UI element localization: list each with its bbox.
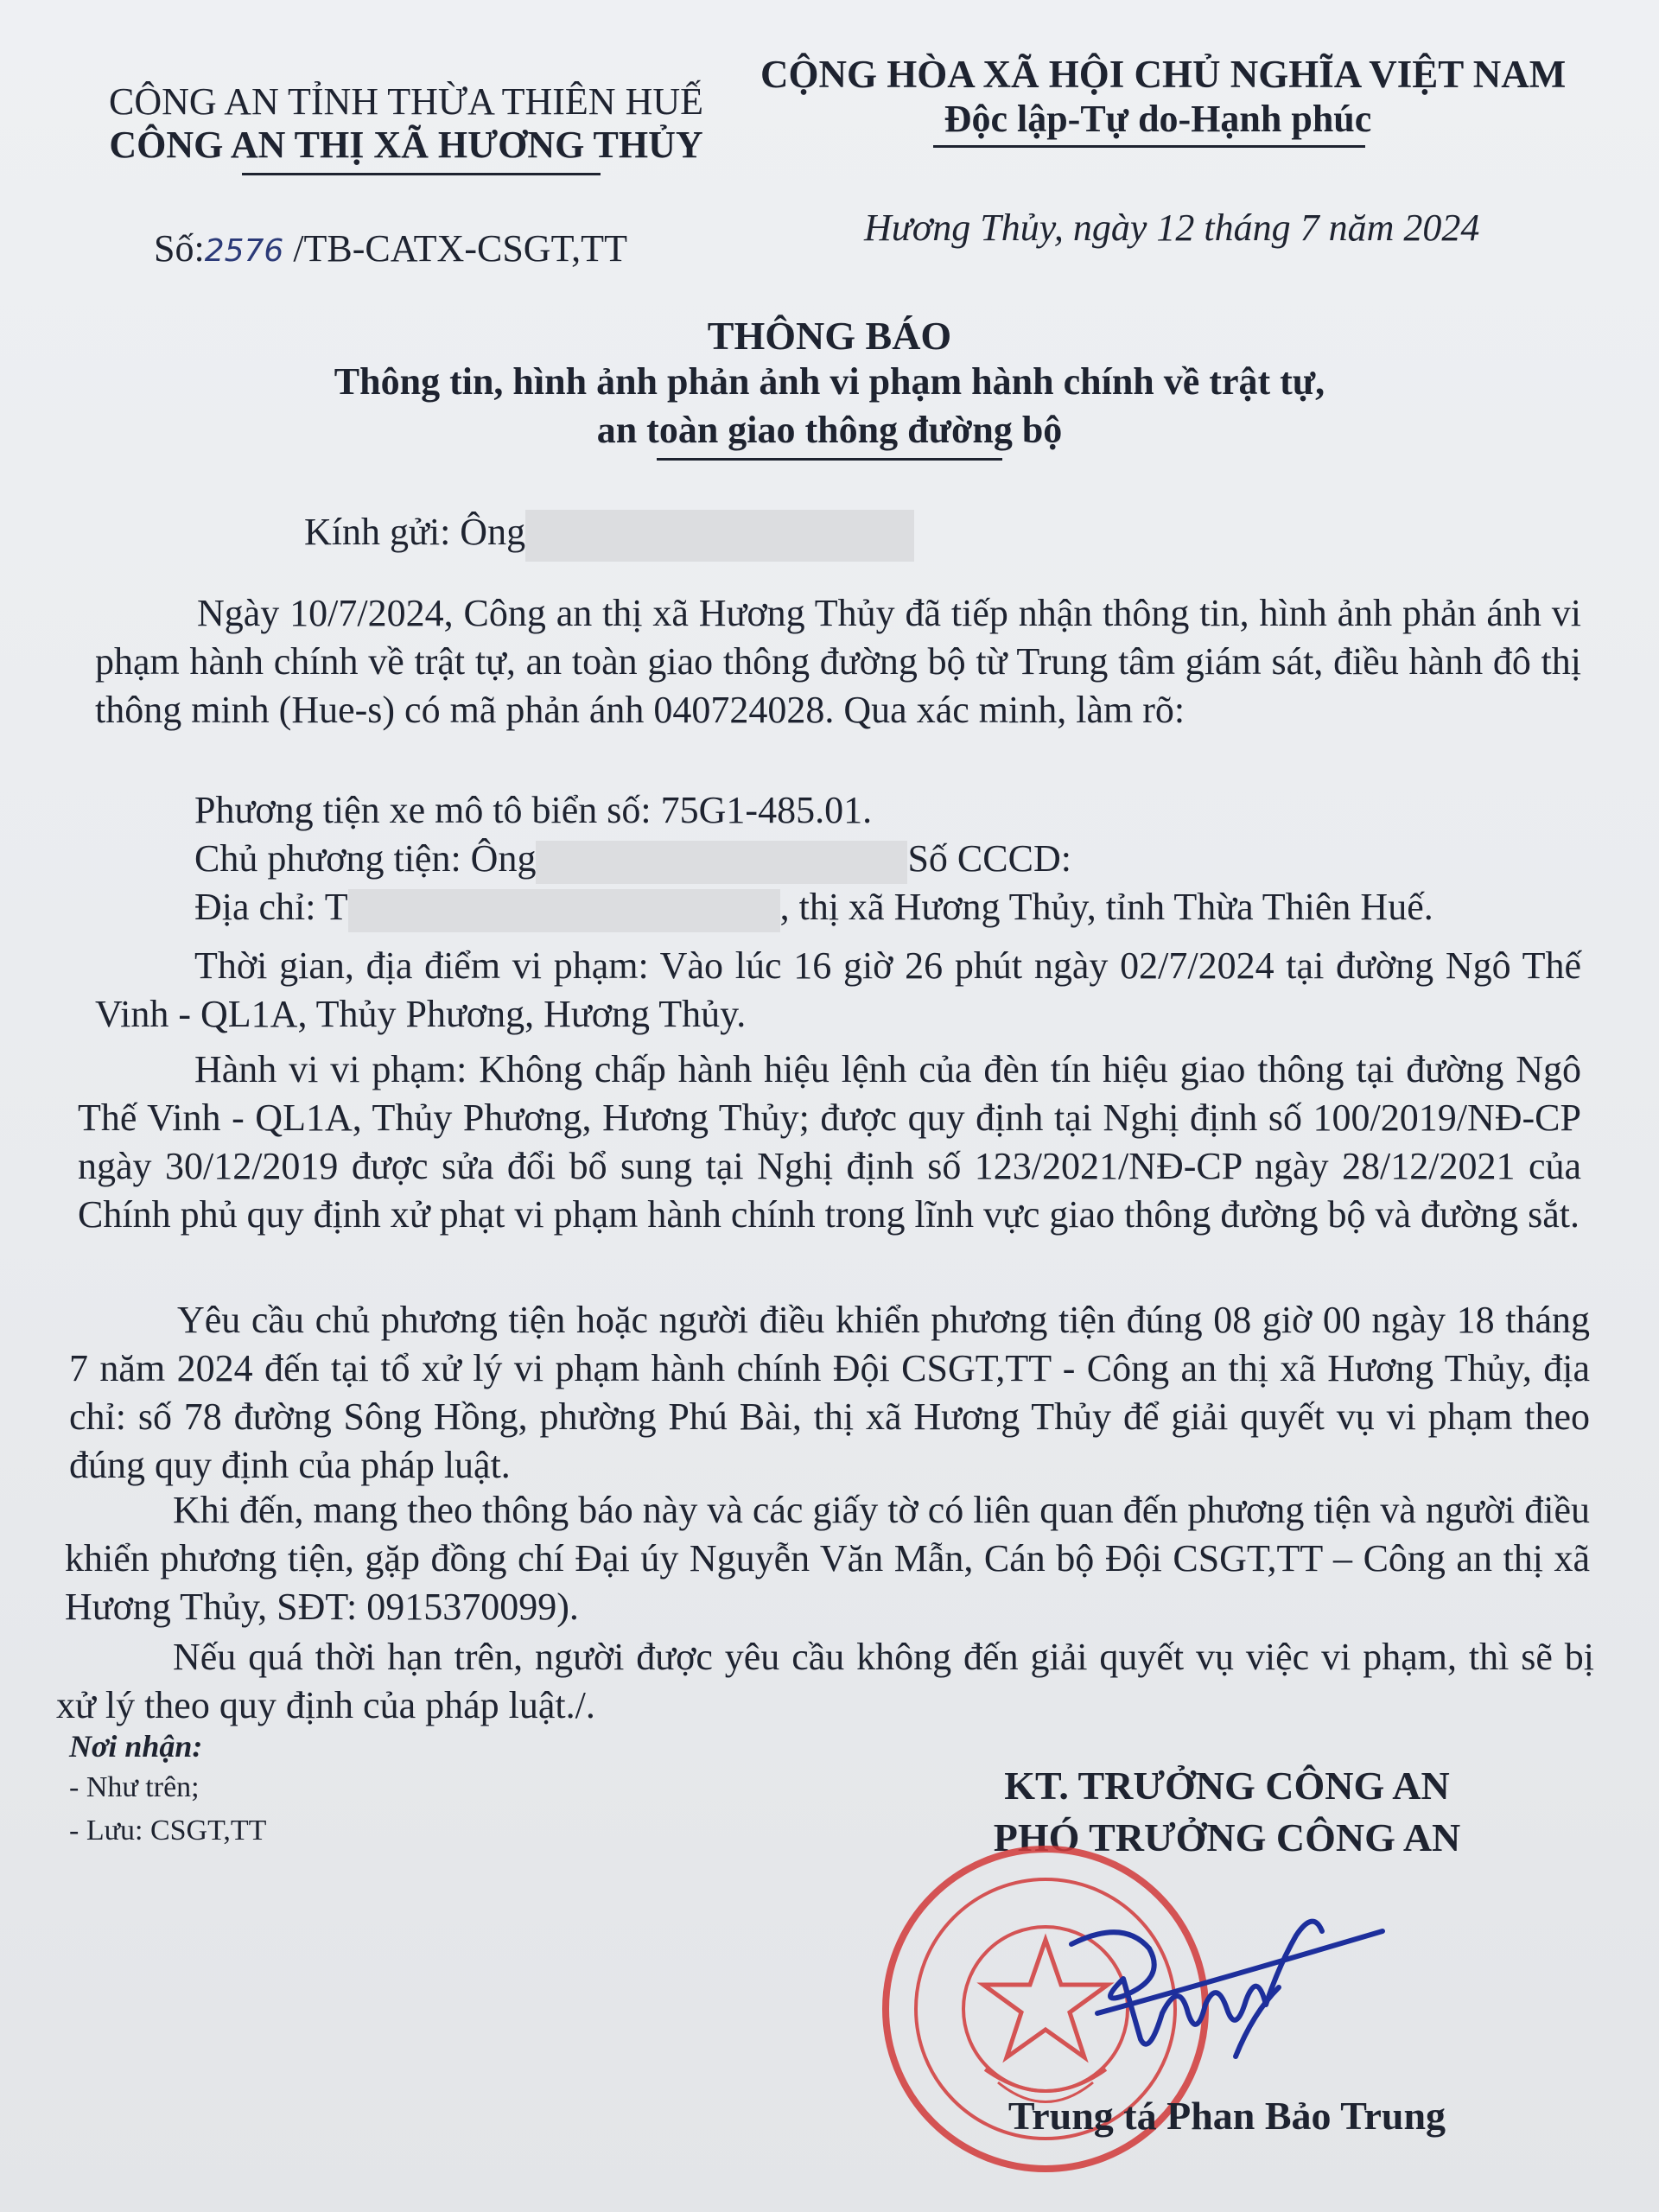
doc-title: THÔNG BÁO xyxy=(707,314,952,358)
recipient-item: - Như trên; xyxy=(69,1771,200,1803)
addressee xyxy=(304,508,914,562)
number-suffix: /TB-CATX-CSGT,TT xyxy=(293,227,627,270)
owner-line xyxy=(194,835,1071,884)
agency-underline xyxy=(242,173,601,175)
paragraph-deadline: Nếu quá thời hạn trên, người được yêu cầu không đến giải quyết vụ việc vi phạm, thì sẽ bị xử lý theo quy định của pháp luật./. xyxy=(56,1636,1594,1726)
agency-name: CÔNG AN THỊ XÃ HƯƠNG THỦY xyxy=(109,124,703,166)
document-number xyxy=(154,226,627,270)
doc-subtitle-1: Thông tin, hình ảnh phản ảnh vi phạm hành chính về trật tự, xyxy=(334,360,1325,403)
recipient-item: - Lưu: CSGT,TT xyxy=(69,1815,267,1847)
paragraph-time-place: Thời gian, địa điểm vi phạm: Vào lúc 16 giờ 26 phút ngày 02/7/2024 tại đường Ngô Thế Vinh - QL1A, Thủy Phương, Hương Thủy. xyxy=(95,944,1581,1035)
place-date: Hương Thủy, ngày 12 tháng 7 năm 2024 xyxy=(864,207,1480,249)
address-line xyxy=(194,883,1433,932)
paragraph-violation: Hành vi vi phạm: Không chấp hành hiệu lệnh của đèn tín hiệu giao thông tại đường Ngô Thế Vinh - QL1A, Thủy Phương, Hương Thủy; được quy định tại Nghị định số 100/2019/NĐ-CP ngày 30/12/2019 được sửa đổi bổ sung tại Nghị định số 123/2021/NĐ-CP ngày 28/12/2021 của Chính phủ quy định xử phạt vi phạm hành chính trong lĩnh vực giao thông đường bộ và đường sắt. xyxy=(78,1048,1581,1236)
address-tail: , thị xã Hương Thủy, tỉnh Thừa Thiên Huế. xyxy=(779,886,1433,928)
agency-parent: CÔNG AN TỈNH THỪA THIÊN HUẾ xyxy=(108,80,703,123)
redacted-name xyxy=(525,510,914,562)
handwritten-signature xyxy=(1020,1884,1400,2091)
nation-title: CỘNG HÒA XÃ HỘI CHỦ NGHĨA VIỆT NAM xyxy=(760,53,1567,96)
number-handwritten: 2576 xyxy=(204,233,284,269)
signer-name: Trung tá Phan Bảo Trung xyxy=(1007,2094,1446,2138)
title-underline xyxy=(657,458,1002,461)
redacted-address xyxy=(348,889,780,932)
addressee-label: Kính gửi: Ông xyxy=(304,511,526,553)
address-label: Địa chỉ: T xyxy=(194,886,348,928)
cccd-label: Số CCCD: xyxy=(907,837,1071,880)
number-prefix: Số: xyxy=(154,227,205,270)
owner-label: Chủ phương tiện: Ông xyxy=(194,837,537,880)
redacted-owner xyxy=(536,841,907,884)
motto-underline xyxy=(933,145,1365,148)
signature-title-2: PHÓ TRƯỞNG CÔNG AN xyxy=(993,1815,1461,1859)
vehicle-line: Phương tiện xe mô tô biển số: 75G1-485.01. xyxy=(194,789,873,831)
nation-motto: Độc lập-Tự do-Hạnh phúc xyxy=(944,98,1372,140)
recipients-title: Nơi nhận: xyxy=(69,1729,203,1764)
doc-subtitle-2: an toàn giao thông đường bộ xyxy=(596,409,1063,451)
paragraph-intake: Ngày 10/7/2024, Công an thị xã Hương Thủy đã tiếp nhận thông tin, hình ảnh phản ánh vi phạm hành chính về trật tự, an toàn giao thông đường bộ từ Trung tâm giám sát, điều hành đô thị thông minh (Hue-s) có mã phản ánh 040724028. Qua xác minh, làm rõ: xyxy=(95,592,1581,731)
paragraph-request: Yêu cầu chủ phương tiện hoặc người điều khiển phương tiện đúng 08 giờ 00 ngày 18 tháng 7 năm 2024 đến tại tổ xử lý vi phạm hành chính Đội CSGT,TT - Công an thị xã Hương Thủy, địa chỉ: số 78 đường Sông Hồng, phường Phú Bài, thị xã Hương Thủy để giải quyết vụ vi phạm theo đúng quy định của pháp luật. xyxy=(69,1299,1590,1486)
paragraph-bring: Khi đến, mang theo thông báo này và các giấy tờ có liên quan đến phương tiện và người điều khiển phương tiện, gặp đồng chí Đại úy Nguyễn Văn Mẫn, Cán bộ Đội CSGT,TT – Công an thị xã Hương Thủy, SĐT: 0915370099). xyxy=(65,1489,1590,1628)
signature-title-1: KT. TRƯỞNG CÔNG AN xyxy=(1004,1764,1450,1808)
